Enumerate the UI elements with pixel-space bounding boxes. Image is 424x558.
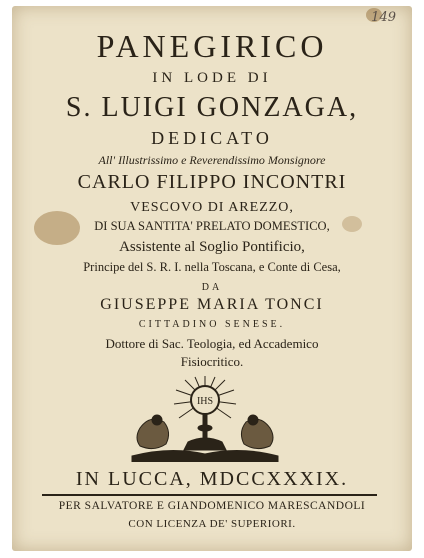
bishop-title: VESCOVO DI AREZZO, [130, 200, 294, 215]
svg-text:IHS: IHS [196, 396, 214, 407]
imprint-rule [42, 494, 377, 496]
saint-name: S. LUIGI GONZAGA, [65, 92, 359, 123]
archive-number: 149 [371, 10, 396, 25]
prince-title: Principe del S. R. I. nella Toscana, e Conte di Cesa, [83, 260, 341, 274]
printer: PER SALVATORE E GIANDOMENICO MARESCANDOLI [58, 500, 366, 512]
monstrance-emblem-icon [130, 376, 280, 462]
dedication-line: All' Illustrissimo e Reverendissimo Monsignore [98, 153, 326, 167]
license: CON LICENZA DE' SUPERIORI. [128, 518, 296, 530]
author-academy: Fisiocritico. [180, 354, 244, 369]
author-degree: Dottore di Sac. Teologia, ed Accademico [105, 336, 319, 351]
dedicato: DEDICATO [151, 128, 273, 148]
title: PANEGIRICO [96, 28, 328, 64]
prelate-title: DI SUA SANTITA' PRELATO DOMESTICO, [94, 219, 330, 233]
assistant-title: Assistente al Soglio Pontificio, [119, 239, 305, 255]
subtitle-in-lode: IN LODE DI [152, 70, 272, 86]
imprint-place-date: IN LUCCA, MDCCXXXIX. [75, 468, 349, 490]
author-citizenship: CITTADINO SENESE. [138, 319, 286, 330]
author-name: GIUSEPPE MARIA TONCI [100, 296, 324, 313]
da: DA [201, 282, 223, 293]
dedicatee-name: CARLO FILIPPO INCONTRI [77, 171, 347, 193]
title-page [12, 6, 412, 551]
